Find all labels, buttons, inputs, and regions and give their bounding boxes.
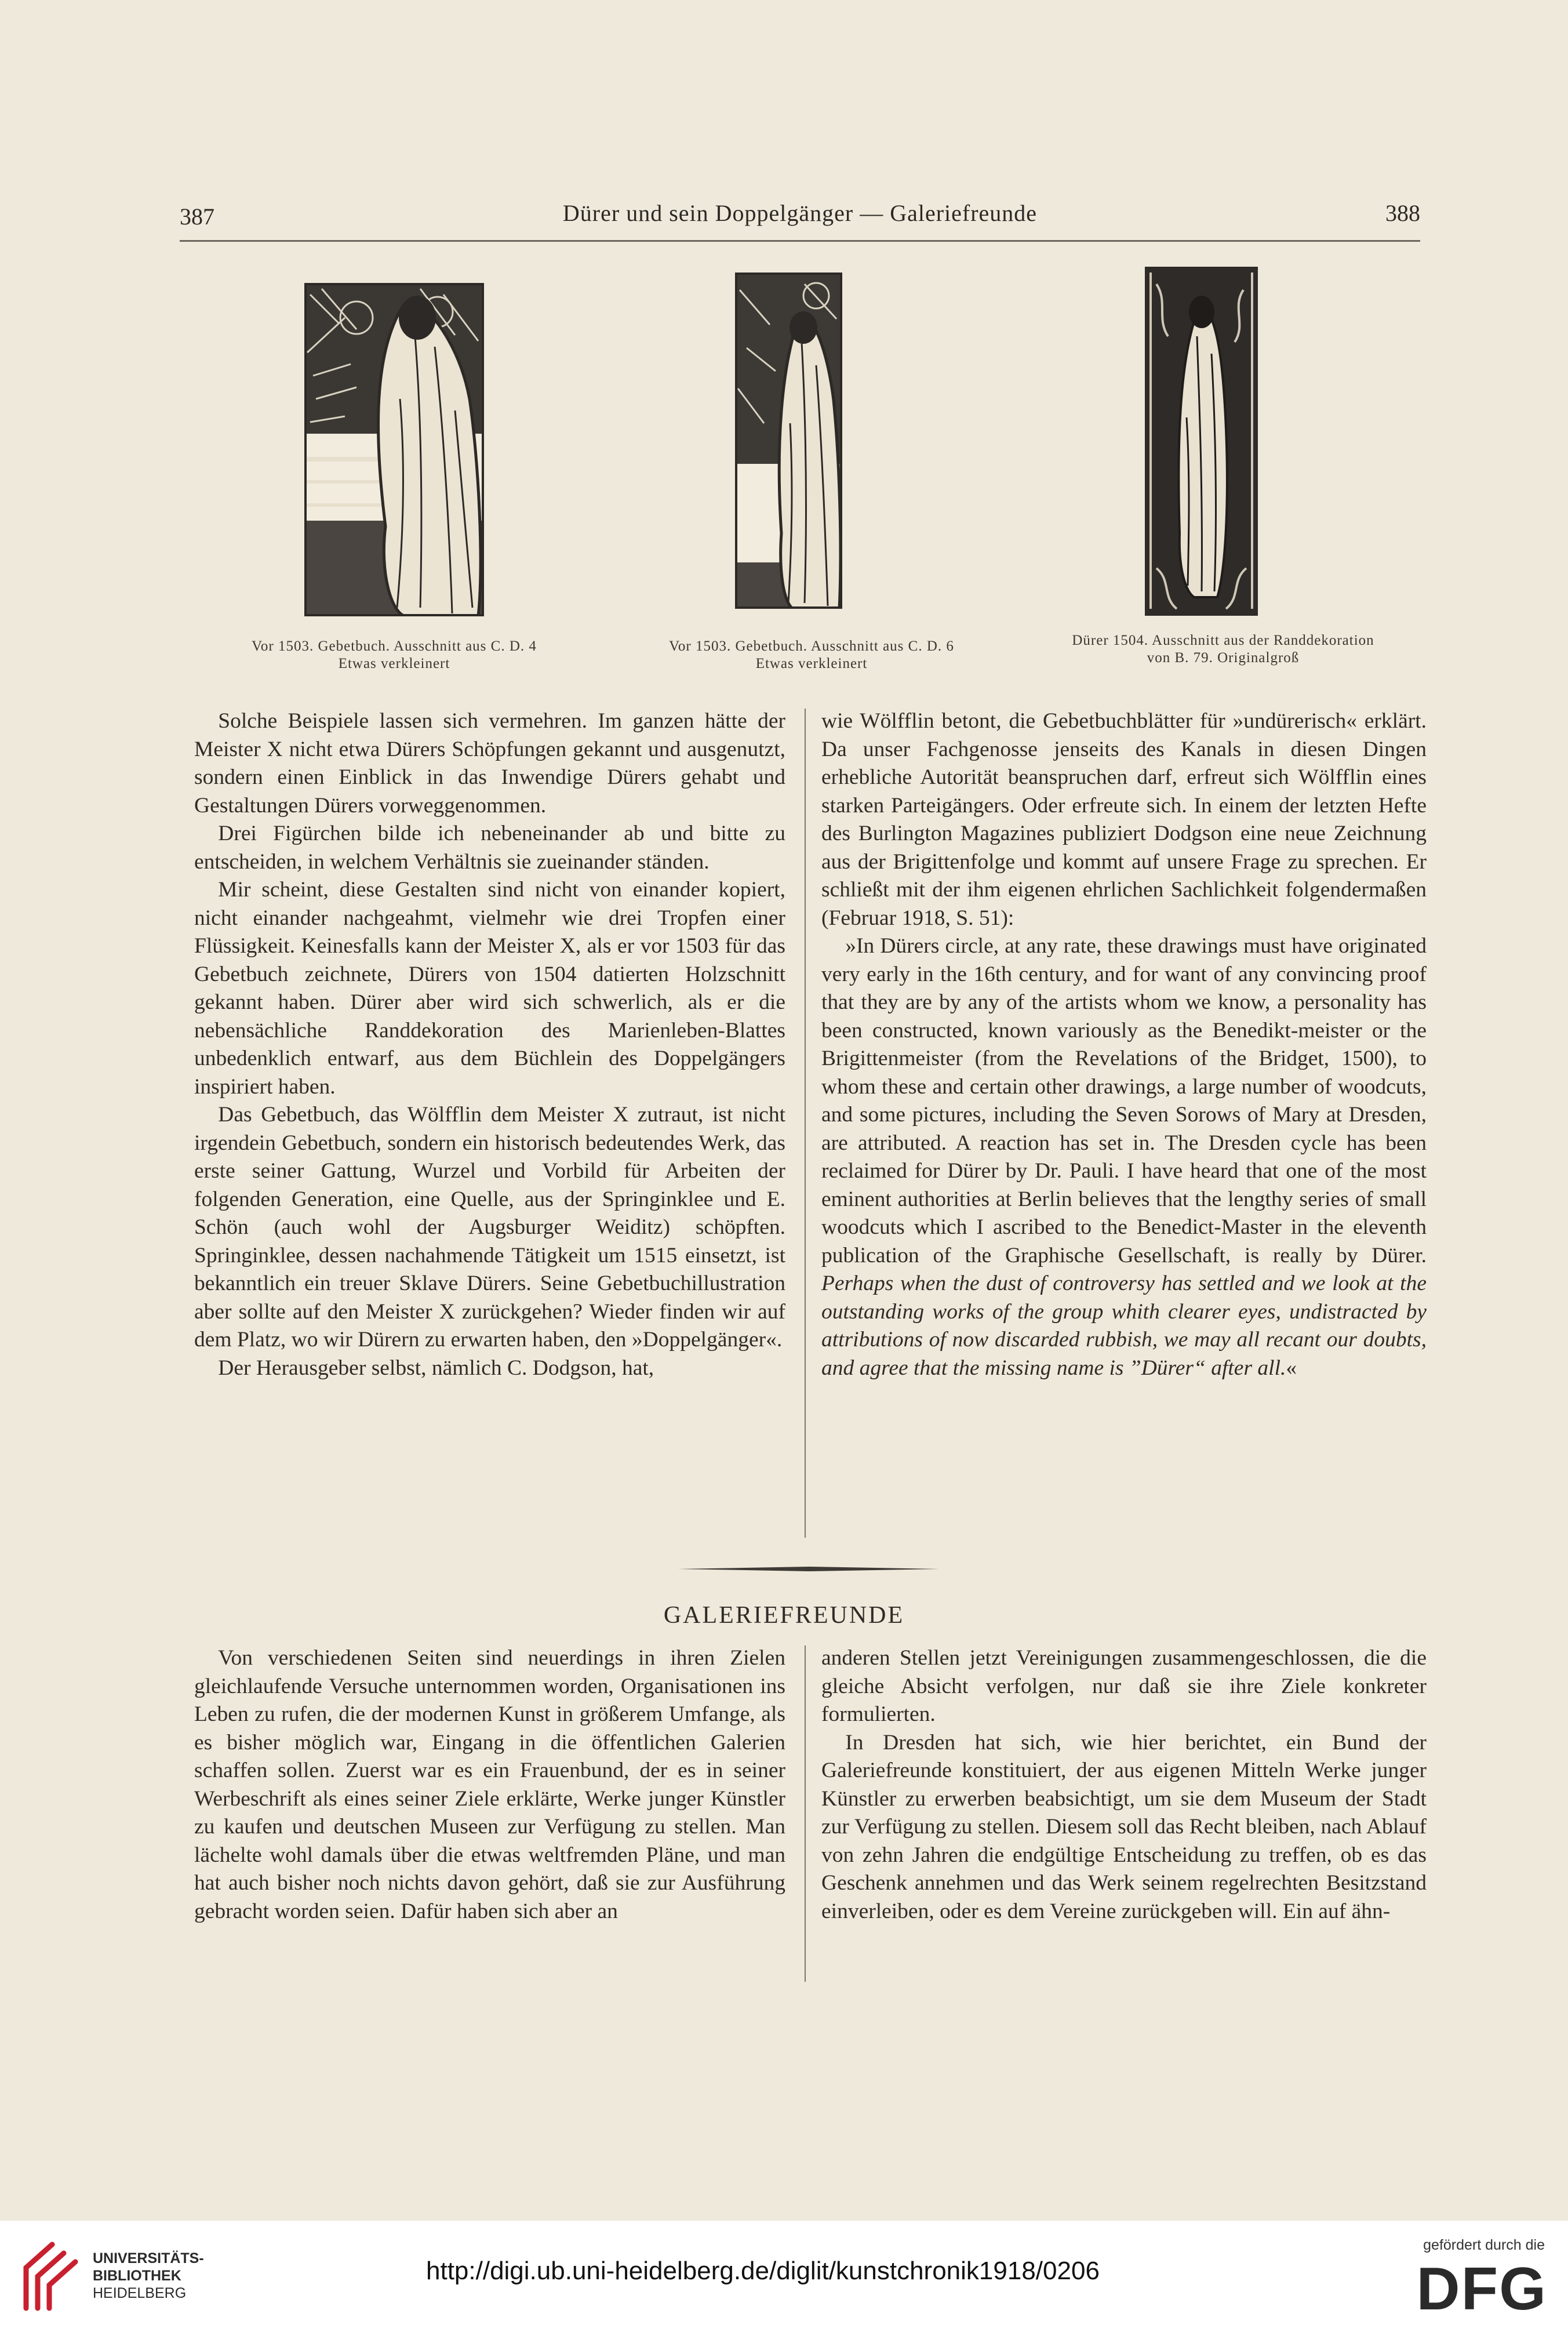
figure-caption-2 xyxy=(609,638,1014,673)
quotation-paragraph xyxy=(821,932,1427,1382)
paragraph: Der Herausgeber selbst, nämlich C. Dodgson, hat, xyxy=(218,1356,654,1380)
column-separator xyxy=(805,1646,806,1982)
caption-line: Dürer 1504. Ausschnitt aus der Randdekoration xyxy=(1072,633,1374,648)
caption-line: von B. 79. Originalgroß xyxy=(1147,650,1300,666)
figure-caption-1 xyxy=(191,638,597,673)
page-number-left: 387 xyxy=(180,204,214,230)
caption-line: Vor 1503. Gebetbuch. Ausschnitt aus C. D. 4 xyxy=(252,638,537,654)
header-rule xyxy=(180,240,1420,242)
paragraph: wie Wölfflin betont, die Gebetbuchblätter für »undürerisch« erklärt. Da unser Fachgenosse jenseits des Kanals in diesen Dingen erhebliche Autorität beanspruchen darf, erfreut sich Wölfflin eines starken Parteigängers. Oder erfreute sich. In einem der letzten Hefte des Burlington Magazines publiziert Dodgson eine neue Zeichnung aus der Brigittenfolge und kommt auf unsere Frage zu sprechen. Er schließt mit der ihm eigenen ehrlichen Sachlichkeit folgendermaßen (Februar 1918, S. 51): xyxy=(821,709,1427,930)
ub-heidelberg-logo-icon xyxy=(17,2309,81,2319)
library-name xyxy=(93,2250,204,2302)
paragraph: anderen Stellen jetzt Vereinigungen zusammengeschlossen, die die gleiche Absicht verfolgen, nur daß sie ihre Ziele konkreter formulierten. xyxy=(821,1646,1427,1726)
woodcut-figure-2 xyxy=(735,273,842,609)
page-number-right: 388 xyxy=(1385,200,1420,226)
article-column-right xyxy=(821,707,1427,1382)
funding-label: gefördert durch die xyxy=(1423,2237,1545,2253)
caption-line: Etwas verkleinert xyxy=(755,656,868,671)
university-library-logo[interactable] xyxy=(17,2236,81,2320)
column-separator xyxy=(805,709,806,1538)
figure-caption-3 xyxy=(1020,632,1426,667)
running-title: Dürer und sein Doppelgänger — Galeriefreunde xyxy=(562,200,1038,226)
woodcut-figure-icon xyxy=(735,273,842,609)
section-divider-ornament xyxy=(678,1564,939,1570)
paragraph: Das Gebetbuch, das Wölfflin dem Meister X zutraut, ist nicht irgendein Gebetbuch, sondern ein historisch bedeutendes Werk, das erste seiner Gattung, Wurzel und Vorbild für Arbeiten der folgenden Generation, eine Quelle, aus der Springinklee und E. Schön (auch wohl der Augsburger Weiditz) schöpften. Springinklee, dessen nachahmende Tätigkeit um 1515 einsetzt, ist bekanntlich ein treuer Sklave Dürers. Seine Gebetbuchillustration aber sollte auf den Meister X zurückgehen? Wieder finden wir auf dem Platz, wo wir Dürern zu erwarten haben, den »Doppelgänger«. xyxy=(194,1103,785,1352)
digitization-footer xyxy=(0,2221,1568,2332)
quotation-italic-text: Perhaps when the dust of controversy has settled and we look at the outstanding works of the group whith clearer eyes, undistracted by attributions of now discarded rubbish, we may all recant our doubts, and agree that the missing name is ”Dürer“ after all. xyxy=(821,1272,1427,1380)
quotation-text: »In Dürers circle, at any rate, these drawings must have originated very early in the 16th century, and for want of any convincing proof that they are by any of the artists whom we know, a personality has been constructed, known variously as the Benedikt-meister or the Brigittenmeister (from the Revelations of the Bridget, 1500), to whom these and certain other drawings, a large number of woodcuts, and some pictures, including the Seven Sorows of Mary at Dresden, are attributed. A reaction has set in. The Dresden cycle has been reclaimed for Dürer by Dr. Pauli. I have heard that one of the most eminent authorities at Berlin believes that the lengthy series of small woodcuts which I ascribed to the Benedict-Master in the eleventh publication of the Graphische Gesellschaft, is really by Dürer. xyxy=(821,934,1427,1267)
woodcut-figure-1 xyxy=(304,283,484,616)
woodcut-figure-icon xyxy=(1145,267,1258,616)
library-name-line: UNIVERSITÄTS- xyxy=(93,2250,204,2266)
woodcut-figure-icon xyxy=(304,283,484,616)
woodcut-figure-3 xyxy=(1145,267,1258,616)
caption-line: Vor 1503. Gebetbuch. Ausschnitt aus C. D. 6 xyxy=(669,638,954,654)
library-name-line: BIBLIOTHEK xyxy=(93,2268,181,2284)
paragraph: Mir scheint, diese Gestalten sind nicht von einander kopiert, nicht einander nachgeahmt, vielmehr wie drei Tropfen einer Flüssigkeit. Keinesfalls kann der Meister X, als er vor 1503 für das Gebetbuch zeichnete, Dürers von 1504 datierten Holzschnitt gekannt haben. Dürer aber wird sich schwerlich, als er die nebensächliche Randdekoration des Marienleben-Blattes unbedenklich entwarf, aus dem Büchlein des Doppelgängers inspiriert haben. xyxy=(194,878,785,1099)
paragraph: Drei Figürchen bilde ich nebeneinander ab und bitte zu entscheiden, in welchem Verhältnis sie zueinander ständen. xyxy=(194,822,785,874)
section-title: GALERIEFREUNDE xyxy=(663,1602,905,1629)
paragraph: Solche Beispiele lassen sich vermehren. Im ganzen hätte der Meister X nicht etwa Dürers Schöpfungen gekannt und ausgenutzt, sondern einen Einblick in das Inwendige Dürers gehabt und Gestaltungen Dürers vorweggenommen. xyxy=(194,709,785,818)
library-name-line: HEIDELBERG xyxy=(93,2285,187,2301)
caption-line: Etwas verkleinert xyxy=(338,656,450,671)
quotation-close-mark: « xyxy=(1286,1356,1297,1380)
paragraph: In Dresden hat sich, wie hier berichtet, ein Bund der Galeriefreunde konstituiert, der aus eigenen Mitteln Werke junger Künstler zu erwerben beabsichtigt, um sie dem Museum der Stadt zur Verfügung zu stellen. Diesem soll das Recht bleiben, nach Ablauf von zehn Jahren die endgültige Entscheidung zu treffen, ob es das Geschenk annehmen und das Werk seinem regelrechten Besitzstand einverleiben, oder es dem Vereine zurückgeben will. Ein auf ähn- xyxy=(821,1730,1427,1923)
article2-column-left xyxy=(194,1644,785,1926)
permalink-url[interactable]: http://digi.ub.uni-heidelberg.de/diglit/kunstchronik1918/0206 xyxy=(426,2257,1100,2285)
dfg-logo[interactable]: DFG xyxy=(1416,2255,1547,2323)
article2-column-right xyxy=(821,1644,1427,1926)
paragraph: Von verschiedenen Seiten sind neuerdings in ihren Zielen gleichlaufende Versuche unternommen worden, Organisationen ins Leben zu rufen, die der modernen Kunst in größerem Umfange, als es bisher möglich war, Eingang in die öffentlichen Galerien schaffen sollen. Zuerst war es ein Frauenbund, der es in seiner Werbeschrift als eines seiner Ziele erklärte, Werke junger Künstler zu kaufen und deutschen Museen zur Verfügung zu stellen. Man lächelte wohl damals über die etwas weltfremden Pläne, und man hat auch bisher noch nichts davon gehört, daß sie zur Ausführung gebracht worden seien. Dafür haben sich aber an xyxy=(194,1646,785,1923)
running-header xyxy=(180,197,1420,238)
article-column-left xyxy=(194,707,785,1382)
